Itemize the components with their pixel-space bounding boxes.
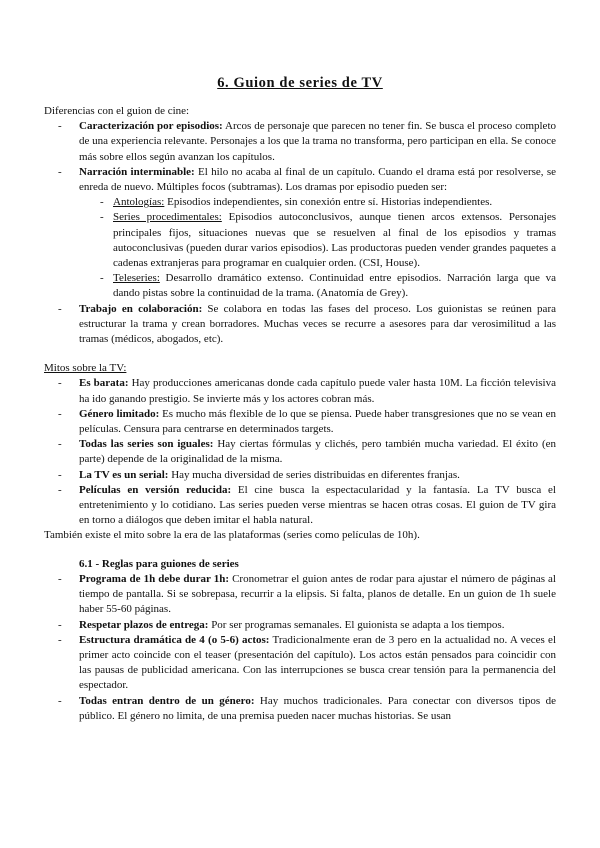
list-item bbox=[44, 437, 556, 467]
item-text: Se colabora en todas las fases del proceso. Los guionistas se reúnen para estructurar la trama y crean borradores. Muchas veces se recurre a asesores para dar verosimilitud a las tramas (médicos, abogados, etc). bbox=[79, 302, 556, 346]
list-item bbox=[44, 165, 556, 302]
diferencias-list bbox=[44, 119, 556, 347]
list-item bbox=[44, 376, 556, 406]
list-item bbox=[44, 572, 556, 618]
page-title: 6. Guion de series de TV bbox=[217, 75, 383, 91]
sub-item-text: Episodios independientes, sin conexión entre sí. Historias independientes. bbox=[164, 196, 493, 209]
item-term: Respetar plazos de entrega: bbox=[79, 618, 209, 631]
item-text: Tradicionalmente eran de 3 pero en la actualidad no. A veces el primer acto coincide con el teaser (presentación del capítulo). Los actos están pensados para coincidir con las pausas de publicidad americana. Con las interrupciones se busca crear tensión para la permanencia del espectador. bbox=[79, 633, 556, 692]
list-item bbox=[44, 618, 556, 633]
section-heading: 6.1 - Reglas para guiones de series bbox=[79, 557, 239, 570]
mitos-list bbox=[44, 376, 556, 528]
sub-list-item bbox=[96, 210, 556, 271]
mitos-after-text: También existe el mito sobre la era de las plataformas (series como películas de 10h). bbox=[44, 529, 420, 542]
item-text: El cine busca la espectacularidad y la fantasía. La TV busca el entretenimiento y lo cotidiano. Las series pueden verse mientras se hacen otras cosas. El guion de TV gira en torno a diálogos que deben imitar el habla natural. bbox=[79, 483, 556, 527]
item-term: Es barata: bbox=[79, 377, 129, 390]
item-term: Películas en versión reducida: bbox=[79, 483, 232, 496]
item-term: Trabajo en colaboración: bbox=[79, 302, 203, 315]
mitos-heading: Mitos sobre la TV: bbox=[44, 362, 127, 375]
item-term: Estructura dramática de 4 (o 5-6) actos: bbox=[79, 633, 270, 646]
item-text: Hay producciones americanas donde cada capítulo puede valer hasta 10M. La ficción televisiva ha ido ganando prestigio. Se invierte más y los actores cobran más. bbox=[79, 377, 556, 405]
item-term: La TV es un serial: bbox=[79, 468, 169, 481]
list-item bbox=[44, 483, 556, 529]
item-text: Hay mucha diversidad de series distribuidas en diferentes franjas. bbox=[168, 468, 460, 481]
item-term: Caracterización por episodios: bbox=[79, 120, 223, 133]
item-text: Por ser programas semanales. El guionista se adapta a los tiempos. bbox=[208, 618, 505, 631]
item-term: Narración interminable: bbox=[79, 165, 195, 178]
item-text: Cronometrar el guion antes de rodar para ajustar el número de páginas al tiempo de pantalla. Si se sobrepasa, recurrir a la elipsis. Si falta, planos de detalle. En un guion de 1h suele haber 55-60 páginas. bbox=[79, 572, 556, 616]
sub-item-text: Desarrollo dramático extenso. Continuidad entre episodios. Narración larga que va dando pistas sobre la continuidad de la trama. (Anatomía de Grey). bbox=[113, 272, 556, 300]
list-item bbox=[44, 407, 556, 437]
sub-item-text: Episodios autoconclusivos, aunque tienen arcos extensos. Personajes principales fijos, situaciones nuevas que se resuelven al final de los episodios y tramas autoconclusivas (pueden durar varios episodios). Las productoras pueden vender grandes paquetes a cadenas extranjeras para programar en cualquier orden. (CSI, House). bbox=[113, 211, 556, 270]
item-term: Todas entran dentro de un género: bbox=[79, 694, 255, 707]
item-term: Todas las series son iguales: bbox=[79, 438, 214, 451]
subtipos-list bbox=[79, 195, 556, 301]
item-text: Es mucho más flexible de lo que se piensa. Puede haber transgresiones que no se vean en películas. Censura para centrarse en determinados targets. bbox=[79, 407, 556, 436]
item-text: Hay muchos tradicionales. Para conectar con diversos tipos de público. El género no limita, de una premisa pueden nacer muchas historias. Se usan bbox=[79, 694, 556, 722]
sub-item-term: Antologías: bbox=[113, 196, 165, 209]
sub-item-term: Teleseries: bbox=[113, 272, 160, 285]
list-item bbox=[44, 119, 556, 165]
item-text: El hilo no acaba al final de un capítulo. Cuando el drama está por resolverse, se enreda de nuevo. Múltiples focos (subtramas). Los dramas por episodio pueden ser: bbox=[79, 165, 556, 194]
intro-text: Diferencias con el guion de cine: bbox=[44, 105, 190, 117]
reglas-list bbox=[44, 572, 556, 724]
list-item bbox=[44, 633, 556, 694]
item-text: Hay ciertas fórmulas y clichés, pero también mucha variedad. El éxito (en parte) depende de la originalidad de la misma. bbox=[79, 438, 556, 466]
list-item bbox=[44, 302, 556, 348]
sub-list-item bbox=[96, 271, 556, 301]
list-item bbox=[44, 468, 556, 483]
sub-list-item bbox=[96, 195, 556, 210]
sub-item-term: Series procedimentales: bbox=[113, 211, 222, 224]
item-term: Programa de 1h debe durar 1h: bbox=[79, 572, 229, 585]
item-text: Arcos de personaje que parecen no tener fin. Se busca el proceso completo de una experiencia relevante. Personajes a los que la trama no transforma, pero participan en ella. Se conoce más sobre ellos según avanzan los capítulos. bbox=[79, 120, 556, 163]
list-item bbox=[44, 694, 556, 724]
item-term: Género limitado: bbox=[79, 407, 160, 420]
